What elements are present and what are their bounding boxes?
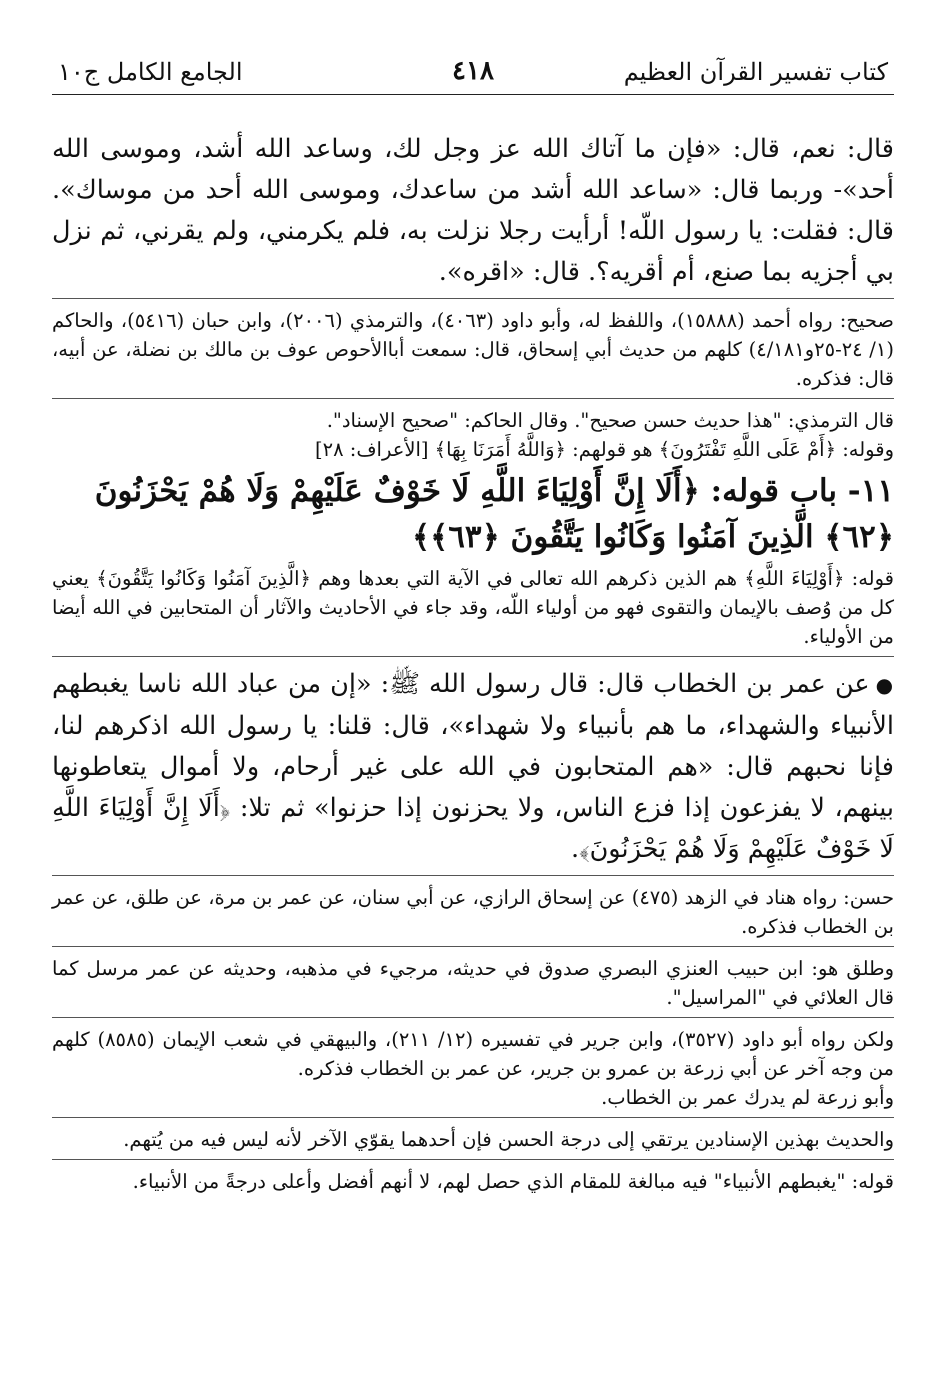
separator: [52, 1159, 894, 1160]
separator: [52, 398, 894, 399]
book-title: كتاب تفسير القرآن العظيم: [623, 58, 888, 86]
page-header: [52, 50, 894, 95]
separator: [52, 875, 894, 876]
separator: [52, 1017, 894, 1018]
isnad-strength-note: والحديث بهذين الإسنادين يرتقي إلى درجة الحسن فإن أحدهما يقوّي الآخر لأنه ليس فيه من يُتهم.: [123, 1128, 894, 1151]
separator: [52, 946, 894, 947]
separator: [52, 298, 894, 299]
chapter-number: ١١- باب قوله:: [710, 473, 894, 509]
book-page: [52, 50, 894, 1350]
hadith-umar: [52, 664, 894, 870]
tirmidhi-grading: قال الترمذي: "هذا حديث حسن صحيح". وقال الحاكم: "صحيح الإسناد".: [326, 409, 894, 432]
volume-label: الجامع الكامل ج١٠: [58, 58, 243, 86]
tafsir-note: وقوله: ﴿أَمْ عَلَى اللَّهِ تَفْتَرُونَ﴾ هو قولهم: ﴿وَاللَّهُ أَمَرَنَا بِهَا﴾ [الأعراف: ٢٨]: [314, 438, 894, 461]
hadith-text-continued: قال: نعم، قال: «فإن ما آتاك الله عز وجل لك، وساعد الله أشد، وموسى الله أحد»- وربما قال: «ساعد الله أشد من ساعدك، وموسى الله أحد من موساك». قال: فقلت: يا رسول اللّه! أرأيت رجلا نزلت به، فلم يكرمني، ولم يقرني، ثم نزل بي أجزيه بما صنع، أم أقريه؟. قال: «اقره».: [52, 134, 894, 287]
abu-zura-note: وأبو زرعة لم يدرك عمر بن الخطاب.: [601, 1086, 894, 1109]
chapter-verse: ﴿أَلَا إِنَّ أَوْلِيَاءَ اللَّهِ لَا خَوْفٌ عَلَيْهِمْ وَلَا هُمْ يَحْزَنُونَ ﴿٦٢﴾ الَّذِينَ آمَنُوا وَكَانُوا يَتَّقُونَ ﴿٦٣﴾﴾: [94, 473, 894, 555]
explanation-note: قوله: "يغبطهم الأنبياء" فيه مبالغة للمقام الذي حصل لهم، لا أنهم أفضل وأعلى درجةً من الأنبياء.: [132, 1170, 894, 1193]
separator: [52, 656, 894, 657]
hadith-umar-text: عن عمر بن الخطاب قال: قال رسول الله ﷺ: «إن من عباد الله ناسا يغبطهم الأنبياء والشهداء، ما هم بأنبياء ولا شهداء»، قال: قلنا: يا رسول الله اذكرهم لنا، فإنا نحبهم قال: «هم المتحابون في الله على غير أرحام، ولا أموال يتعاطونها بينهم، لا يفزعون إذا فزع الناس، ولا يحزنون إذا حزنوا» ثم تلا: ﴿أَلَا إِنَّ أَوْلِيَاءَ اللَّهِ لَا خَوْفٌ عَلَيْهِمْ وَلَا هُمْ يَحْزَنُونَ﴾.: [52, 669, 894, 864]
takhrij-note: صحيح: رواه أحمد (١٥٨٨٨)، واللفظ له، وأبو داود (٤٠٦٣)، والترمذي (٢٠٠٦)، وابن حبان (٥٤١٦)، والحاكم (١/ ٢٤-٢٥و٤/١٨١) كلهم من حديث أبي إسحاق، قال: سمعت أباالأحوص عوف بن مالك بن نضلة، عن أبيه، قال: فذكره.: [52, 309, 894, 390]
narrator-note: وطلق هو: ابن حبيب العنزي البصري صدوق في حديثه، مرجيء في مذهبه، وحديثه عن عمر مرسل كما قال العلائي في "المراسيل".: [52, 957, 894, 1009]
page-number: ٤١٨: [452, 56, 494, 86]
bullet-icon: ●: [875, 673, 895, 697]
verse-commentary: قوله: ﴿أَوْلِيَاءَ اللَّهِ﴾ هم الذين ذكرهم الله تعالى في الآية التي بعدها وهم ﴿الَّذِينَ آمَنُوا وَكَانُوا يَتَّقُونَ﴾ يعني كل من وُصف بالإيمان والتقوى فهو من أولياء اللّه، وقد جاء في الأحاديث والآثار أن المتحابين في الله أيضا من الأولياء.: [52, 567, 894, 648]
separator: [52, 1117, 894, 1118]
other-chain-note: ولكن رواه أبو داود (٣٥٢٧)، وابن جرير في تفسيره (١٢/ ٢١١)، والبيهقي في شعب الإيمان (٨٥٨٥) كلهم من وجه آخر عن أبي زرعة بن عمرو بن جرير، عن عمر بن الخطاب فذكره.: [52, 1028, 894, 1080]
chapter-heading: [52, 468, 894, 560]
hasan-grading: حسن: رواه هناد في الزهد (٤٧٥) عن إسحاق الرازي، عن أبي سنان، عن عمر بن مرة، عن طلق، عن عمر بن الخطاب فذكره.: [52, 886, 894, 938]
